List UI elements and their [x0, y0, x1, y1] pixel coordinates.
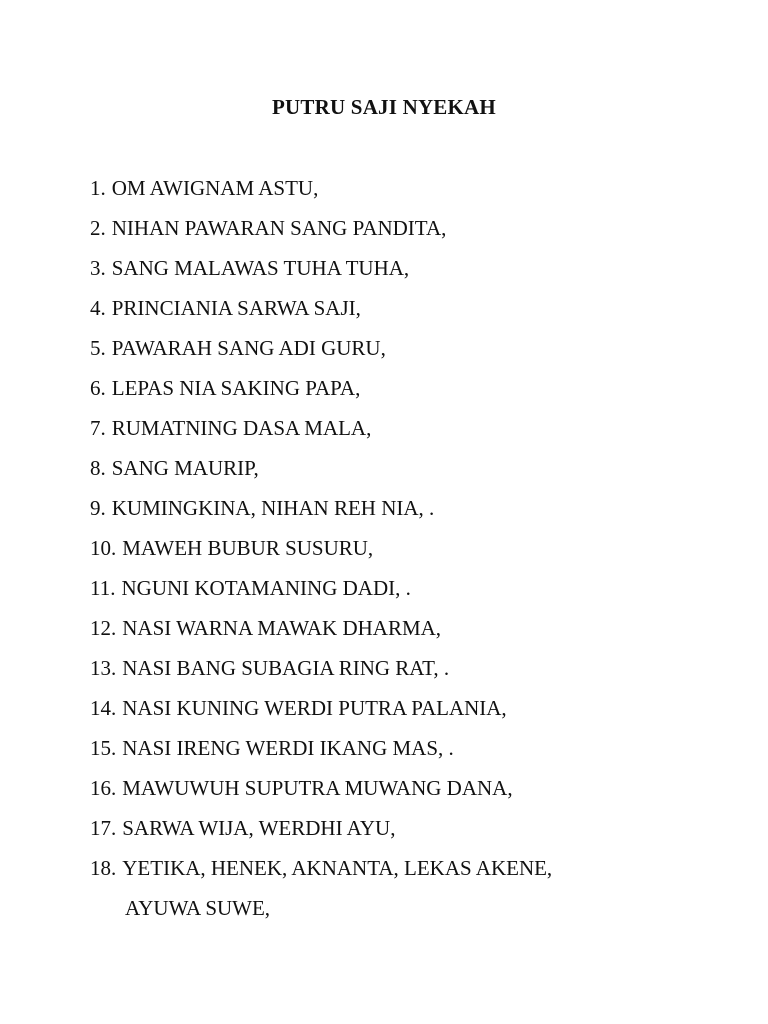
item-text: MAWUWUH SUPUTRA MUWANG DANA,: [122, 776, 513, 800]
item-text: LEPAS NIA SAKING PAPA,: [111, 376, 361, 400]
item-text: YETIKA, HENEK, AKNANTA, LEKAS AKENE,: [122, 856, 553, 880]
item-number: 8.: [90, 456, 106, 480]
item-number: 5.: [90, 336, 106, 360]
list-item: [90, 334, 730, 374]
list-item: [90, 494, 730, 534]
list-item: [90, 374, 730, 414]
numbered-list: [90, 174, 730, 934]
item-number: 4.: [90, 296, 106, 320]
item-text: RUMATNING DASA MALA,: [111, 416, 372, 440]
item-number: 2.: [90, 216, 106, 240]
item-text: SANG MAURIP,: [111, 456, 259, 480]
item-text: NASI IRENG WERDI IKANG MAS, .: [122, 736, 454, 760]
item-number: 16.: [90, 776, 117, 800]
item-number: 13.: [90, 656, 117, 680]
item-text: NIHAN PAWARAN SANG PANDITA,: [111, 216, 447, 240]
item-text: KUMINGKINA, NIHAN REH NIA, .: [111, 496, 435, 520]
item-text: NASI KUNING WERDI PUTRA PALANIA,: [122, 696, 507, 720]
item-number: 7.: [90, 416, 106, 440]
item-number: 1.: [90, 176, 106, 200]
item-text: SARWA WIJA, WERDHI AYU,: [122, 816, 396, 840]
item-number: 6.: [90, 376, 106, 400]
list-item: [90, 454, 730, 494]
item-number: 12.: [90, 616, 117, 640]
item-text: SANG MALAWAS TUHA TUHA,: [111, 256, 410, 280]
item-text: NASI WARNA MAWAK DHARMA,: [122, 616, 442, 640]
item-text: MAWEH BUBUR SUSURU,: [122, 536, 374, 560]
list-item: [90, 614, 730, 654]
list-item: [90, 534, 730, 574]
item-text: OM AWIGNAM ASTU,: [111, 176, 319, 200]
list-item: [90, 574, 730, 614]
item-number: 3.: [90, 256, 106, 280]
item-number: 9.: [90, 496, 106, 520]
item-number: 15.: [90, 736, 117, 760]
list-item: [90, 174, 730, 214]
item-text: PAWARAH SANG ADI GURU,: [111, 336, 386, 360]
list-item: [90, 214, 730, 254]
item-number: 17.: [90, 816, 117, 840]
item-number: 18.: [90, 856, 117, 880]
item-text: PRINCIANIA SARWA SAJI,: [111, 296, 361, 320]
list-item-continuation: AYUWA SUWE,: [125, 896, 271, 920]
item-text: NASI BANG SUBAGIA RING RAT, .: [122, 656, 450, 680]
item-text: NGUNI KOTAMANING DADI, .: [121, 576, 411, 600]
list-item: [90, 254, 730, 294]
list-item: [90, 814, 730, 854]
item-number: 11.: [90, 576, 116, 600]
list-item: [90, 414, 730, 454]
list-item: [90, 694, 730, 734]
list-item: [90, 654, 730, 694]
list-item: [90, 734, 730, 774]
document-title: PUTRU SAJI NYEKAH: [272, 95, 496, 119]
list-item: [90, 854, 730, 894]
list-item: [90, 294, 730, 334]
list-item: [90, 774, 730, 814]
item-number: 14.: [90, 696, 117, 720]
item-number: 10.: [90, 536, 117, 560]
